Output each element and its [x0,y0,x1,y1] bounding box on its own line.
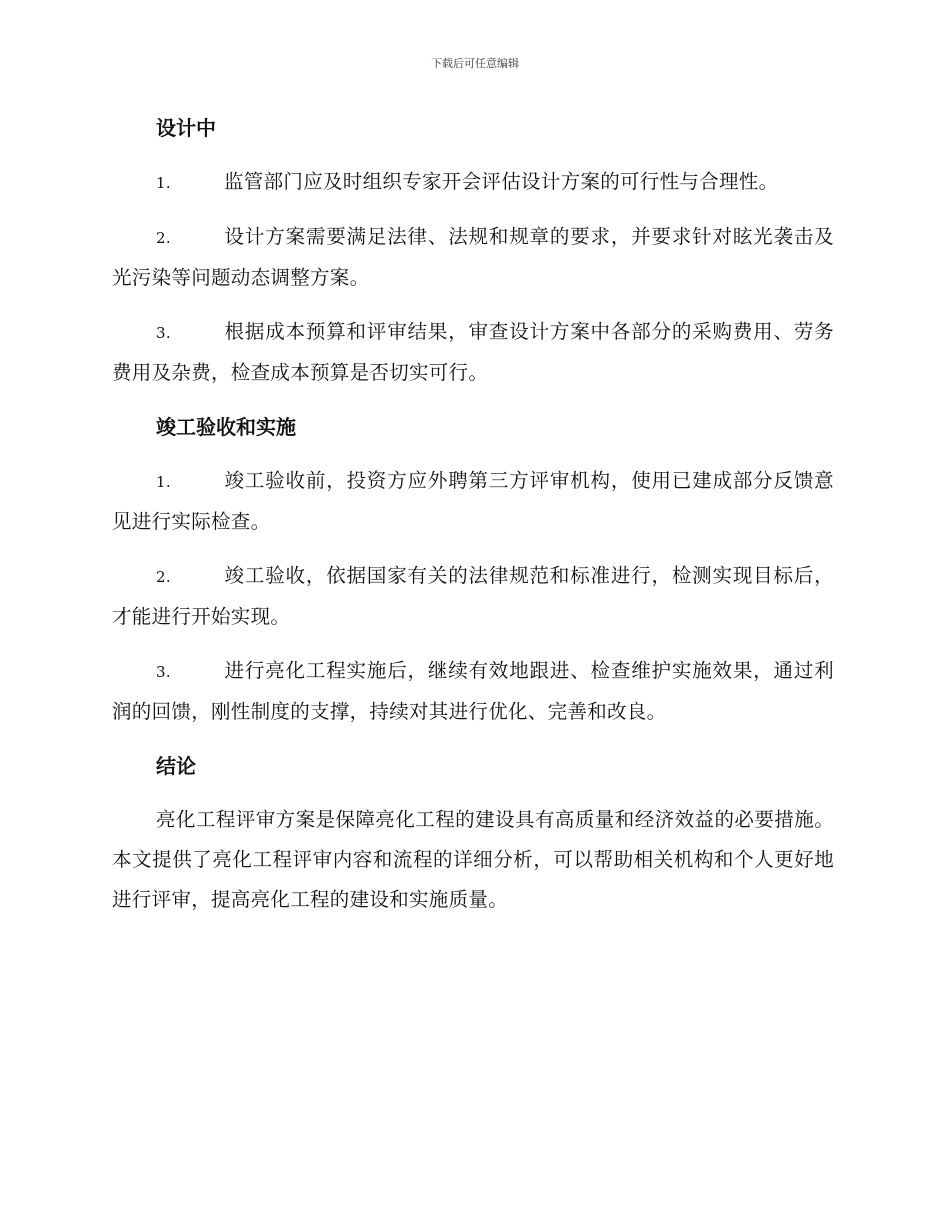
list-item-text: 监管部门应及时组织专家开会评估设计方案的可行性与合理性。 [224,170,779,193]
list-item-number: 3. [156,324,171,342]
list-item [112,461,834,542]
list-item-number: 3. [156,663,171,681]
list-item-number: 1. [156,174,171,192]
list-item-number: 2. [156,568,171,586]
section-heading-design: 设计中 [156,116,216,140]
section-heading-acceptance: 竣工验收和实施 [156,415,296,439]
list-item [112,162,834,203]
list-item-text: 设计方案需要满足法律、法规和规章的要求，并要求针对眩光袭击及光污染等问题动态调整方案。 [112,225,834,289]
list-item [112,556,834,637]
list-item [112,651,834,732]
list-item-number: 1. [156,473,171,491]
list-item-number: 2. [156,229,171,247]
conclusion-paragraph: 亮化工程评审方案是保障亮化工程的建设具有高质量和经济效益的必要措施。本文提供了亮化工程评审内容和流程的详细分析，可以帮助相关机构和个人更好地进行评审，提高亮化工程的建设和实施质量。 [112,808,834,911]
list-item-text: 竣工验收，依据国家有关的法律规范和标准进行，检测实现目标后，才能进行开始实现。 [112,564,834,628]
list-item-text: 根据成本预算和评审结果，审查设计方案中各部分的采购费用、劳务费用及杂费，检查成本预算是否切实可行。 [112,320,834,384]
document-body [112,108,834,934]
header-note: 下载后可任意编辑 [431,57,519,70]
list-item [112,217,834,298]
list-item-text: 进行亮化工程实施后，继续有效地跟进、检查维护实施效果，通过利润的回馈，刚性制度的支撑，持续对其进行优化、完善和改良。 [112,659,834,723]
section-heading-conclusion: 结论 [156,754,196,778]
list-item-text: 竣工验收前，投资方应外聘第三方评审机构，使用已建成部分反馈意见进行实际检查。 [112,469,834,533]
list-item [112,312,834,393]
